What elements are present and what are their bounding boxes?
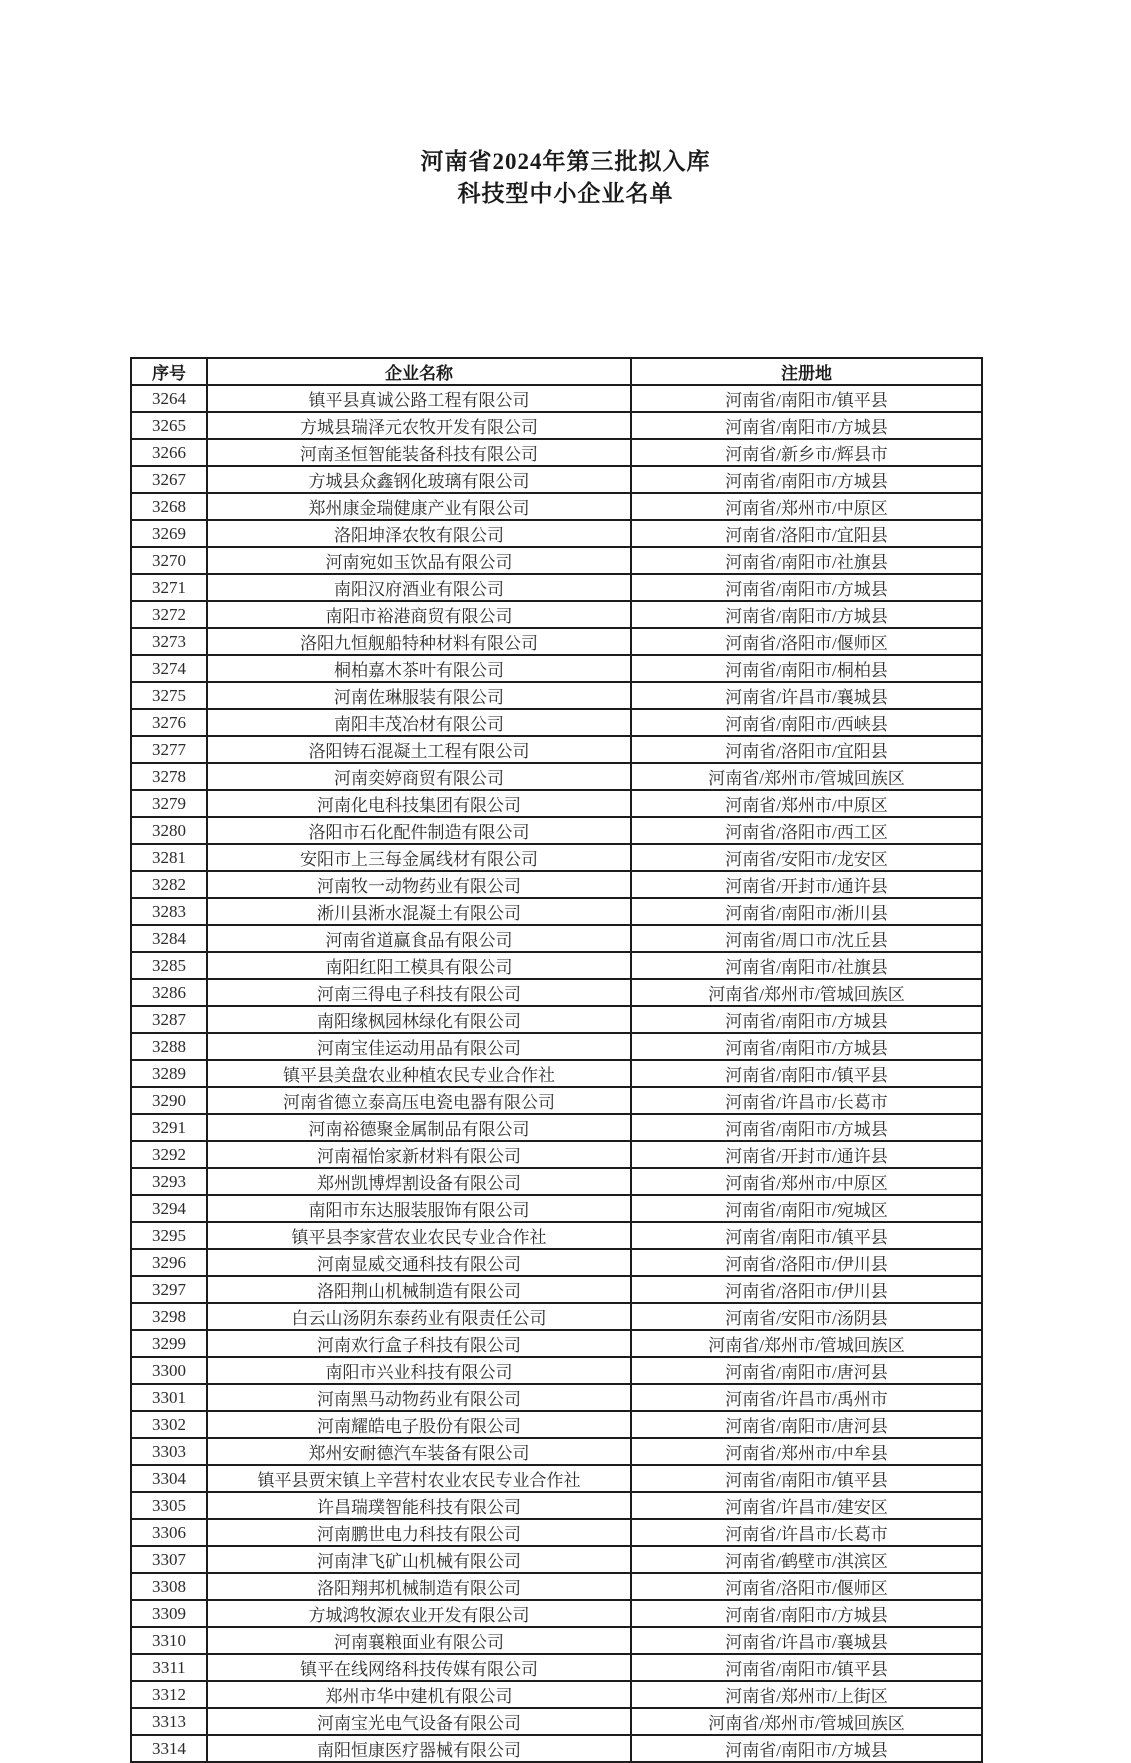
row-serial-number: 3277 — [131, 736, 207, 763]
row-registration-location: 河南省/许昌市/长葛市 — [631, 1087, 982, 1114]
row-company-name: 河南奕婷商贸有限公司 — [207, 763, 631, 790]
row-registration-location: 河南省/郑州市/中牟县 — [631, 1438, 982, 1465]
table-row — [131, 925, 982, 952]
row-company-name: 镇平县李家营农业农民专业合作社 — [207, 1222, 631, 1249]
table-row — [131, 466, 982, 493]
row-serial-number: 3265 — [131, 412, 207, 439]
table-row — [131, 1303, 982, 1330]
row-serial-number: 3295 — [131, 1222, 207, 1249]
row-serial-number: 3273 — [131, 628, 207, 655]
table-row — [131, 1195, 982, 1222]
row-company-name: 南阳汉府酒业有限公司 — [207, 574, 631, 601]
row-registration-location: 河南省/南阳市/唐河县 — [631, 1357, 982, 1384]
row-serial-number: 3278 — [131, 763, 207, 790]
row-serial-number: 3266 — [131, 439, 207, 466]
row-company-name: 河南裕德聚金属制品有限公司 — [207, 1114, 631, 1141]
row-serial-number: 3267 — [131, 466, 207, 493]
row-registration-location: 河南省/郑州市/管城回族区 — [631, 1330, 982, 1357]
table-row — [131, 1654, 982, 1681]
table-row — [131, 439, 982, 466]
table-row — [131, 817, 982, 844]
row-registration-location: 河南省/南阳市/方城县 — [631, 466, 982, 493]
row-registration-location: 河南省/安阳市/龙安区 — [631, 844, 982, 871]
table-row — [131, 1141, 982, 1168]
row-serial-number: 3304 — [131, 1465, 207, 1492]
row-company-name: 南阳市东达服装服饰有限公司 — [207, 1195, 631, 1222]
row-serial-number: 3306 — [131, 1519, 207, 1546]
table-row — [131, 547, 982, 574]
row-serial-number: 3309 — [131, 1600, 207, 1627]
row-company-name: 洛阳翔邦机械制造有限公司 — [207, 1573, 631, 1600]
row-registration-location: 河南省/南阳市/方城县 — [631, 1006, 982, 1033]
row-serial-number: 3268 — [131, 493, 207, 520]
row-registration-location: 河南省/郑州市/管城回族区 — [631, 979, 982, 1006]
row-company-name: 河南耀皓电子股份有限公司 — [207, 1411, 631, 1438]
row-company-name: 郑州康金瑞健康产业有限公司 — [207, 493, 631, 520]
row-company-name: 河南宝光电气设备有限公司 — [207, 1708, 631, 1735]
row-registration-location: 河南省/南阳市/镇平县 — [631, 385, 982, 412]
row-company-name: 河南圣恒智能装备科技有限公司 — [207, 439, 631, 466]
row-registration-location: 河南省/周口市/沈丘县 — [631, 925, 982, 952]
company-table-container — [130, 357, 981, 1763]
table-body — [131, 385, 982, 1762]
row-serial-number: 3275 — [131, 682, 207, 709]
row-company-name: 南阳缘枫园林绿化有限公司 — [207, 1006, 631, 1033]
row-company-name: 方城县瑞泽元农牧开发有限公司 — [207, 412, 631, 439]
table-row — [131, 1033, 982, 1060]
row-serial-number: 3282 — [131, 871, 207, 898]
row-serial-number: 3276 — [131, 709, 207, 736]
row-registration-location: 河南省/南阳市/方城县 — [631, 601, 982, 628]
row-registration-location: 河南省/开封市/通许县 — [631, 1141, 982, 1168]
row-company-name: 淅川县淅水混凝土有限公司 — [207, 898, 631, 925]
row-registration-location: 河南省/南阳市/唐河县 — [631, 1411, 982, 1438]
row-company-name: 河南黑马动物药业有限公司 — [207, 1384, 631, 1411]
row-company-name: 许昌瑞璞智能科技有限公司 — [207, 1492, 631, 1519]
document-title — [0, 146, 1131, 210]
row-serial-number: 3288 — [131, 1033, 207, 1060]
row-serial-number: 3287 — [131, 1006, 207, 1033]
row-company-name: 南阳市裕港商贸有限公司 — [207, 601, 631, 628]
row-registration-location: 河南省/许昌市/襄城县 — [631, 682, 982, 709]
row-registration-location: 河南省/开封市/通许县 — [631, 871, 982, 898]
row-registration-location: 河南省/南阳市/社旗县 — [631, 952, 982, 979]
row-registration-location: 河南省/郑州市/管城回族区 — [631, 763, 982, 790]
table-row — [131, 952, 982, 979]
row-serial-number: 3291 — [131, 1114, 207, 1141]
row-registration-location: 河南省/南阳市/西峡县 — [631, 709, 982, 736]
row-company-name: 河南鹏世电力科技有限公司 — [207, 1519, 631, 1546]
row-serial-number: 3302 — [131, 1411, 207, 1438]
row-serial-number: 3299 — [131, 1330, 207, 1357]
row-company-name: 河南欢行盒子科技有限公司 — [207, 1330, 631, 1357]
table-row — [131, 979, 982, 1006]
row-serial-number: 3274 — [131, 655, 207, 682]
row-registration-location: 河南省/南阳市/方城县 — [631, 574, 982, 601]
row-serial-number: 3298 — [131, 1303, 207, 1330]
row-serial-number: 3284 — [131, 925, 207, 952]
row-company-name: 郑州市华中建机有限公司 — [207, 1681, 631, 1708]
row-company-name: 河南佐琳服装有限公司 — [207, 682, 631, 709]
row-registration-location: 河南省/洛阳市/伊川县 — [631, 1276, 982, 1303]
row-serial-number: 3279 — [131, 790, 207, 817]
row-registration-location: 河南省/鹤壁市/淇滨区 — [631, 1546, 982, 1573]
row-serial-number: 3293 — [131, 1168, 207, 1195]
row-registration-location: 河南省/南阳市/宛城区 — [631, 1195, 982, 1222]
table-row — [131, 1438, 982, 1465]
row-company-name: 白云山汤阴东泰药业有限责任公司 — [207, 1303, 631, 1330]
table-row — [131, 1492, 982, 1519]
table-row — [131, 1222, 982, 1249]
table-row — [131, 1465, 982, 1492]
row-company-name: 南阳市兴业科技有限公司 — [207, 1357, 631, 1384]
table-row — [131, 1411, 982, 1438]
row-serial-number: 3294 — [131, 1195, 207, 1222]
row-company-name: 洛阳坤泽农牧有限公司 — [207, 520, 631, 547]
row-serial-number: 3264 — [131, 385, 207, 412]
column-header-company-name: 企业名称 — [207, 358, 631, 385]
row-serial-number: 3269 — [131, 520, 207, 547]
row-serial-number: 3311 — [131, 1654, 207, 1681]
row-company-name: 镇平县美盘农业种植农民专业合作社 — [207, 1060, 631, 1087]
table-row — [131, 628, 982, 655]
table-row — [131, 1384, 982, 1411]
row-serial-number: 3281 — [131, 844, 207, 871]
table-row — [131, 1681, 982, 1708]
row-serial-number: 3312 — [131, 1681, 207, 1708]
table-row — [131, 1087, 982, 1114]
row-company-name: 方城县众鑫钢化玻璃有限公司 — [207, 466, 631, 493]
table-row — [131, 1708, 982, 1735]
row-company-name: 河南宝佳运动用品有限公司 — [207, 1033, 631, 1060]
row-serial-number: 3285 — [131, 952, 207, 979]
row-registration-location: 河南省/郑州市/中原区 — [631, 1168, 982, 1195]
table-row — [131, 682, 982, 709]
row-serial-number: 3272 — [131, 601, 207, 628]
column-header-serial-number: 序号 — [131, 358, 207, 385]
row-registration-location: 河南省/南阳市/桐柏县 — [631, 655, 982, 682]
row-company-name: 桐柏嘉木茶叶有限公司 — [207, 655, 631, 682]
row-company-name: 河南显威交通科技有限公司 — [207, 1249, 631, 1276]
row-serial-number: 3290 — [131, 1087, 207, 1114]
table-row — [131, 790, 982, 817]
row-company-name: 郑州凯博焊割设备有限公司 — [207, 1168, 631, 1195]
row-company-name: 安阳市上三每金属线材有限公司 — [207, 844, 631, 871]
table-row — [131, 1519, 982, 1546]
row-company-name: 洛阳铸石混凝土工程有限公司 — [207, 736, 631, 763]
document-title-line1: 河南省2024年第三批拟入库 — [420, 149, 711, 174]
table-row — [131, 1600, 982, 1627]
row-company-name: 南阳恒康医疗器械有限公司 — [207, 1735, 631, 1762]
row-serial-number: 3297 — [131, 1276, 207, 1303]
row-company-name: 河南津飞矿山机械有限公司 — [207, 1546, 631, 1573]
table-row — [131, 898, 982, 925]
row-registration-location: 河南省/洛阳市/宜阳县 — [631, 520, 982, 547]
table-row — [131, 412, 982, 439]
row-registration-location: 河南省/南阳市/方城县 — [631, 1114, 982, 1141]
row-serial-number: 3289 — [131, 1060, 207, 1087]
row-serial-number: 3314 — [131, 1735, 207, 1762]
row-serial-number: 3313 — [131, 1708, 207, 1735]
row-registration-location: 河南省/南阳市/镇平县 — [631, 1060, 982, 1087]
table-row — [131, 601, 982, 628]
row-registration-location: 河南省/郑州市/上街区 — [631, 1681, 982, 1708]
row-company-name: 洛阳荆山机械制造有限公司 — [207, 1276, 631, 1303]
row-registration-location: 河南省/洛阳市/伊川县 — [631, 1249, 982, 1276]
table-row — [131, 493, 982, 520]
row-company-name: 洛阳市石化配件制造有限公司 — [207, 817, 631, 844]
row-serial-number: 3303 — [131, 1438, 207, 1465]
row-company-name: 河南福怡家新材料有限公司 — [207, 1141, 631, 1168]
row-company-name: 河南宛如玉饮品有限公司 — [207, 547, 631, 574]
row-company-name: 郑州安耐德汽车装备有限公司 — [207, 1438, 631, 1465]
row-registration-location: 河南省/南阳市/方城县 — [631, 1600, 982, 1627]
row-registration-location: 河南省/郑州市/管城回族区 — [631, 1708, 982, 1735]
table-row — [131, 1735, 982, 1762]
row-registration-location: 河南省/洛阳市/西工区 — [631, 817, 982, 844]
row-serial-number: 3307 — [131, 1546, 207, 1573]
row-company-name: 河南襄粮面业有限公司 — [207, 1627, 631, 1654]
row-company-name: 南阳红阳工模具有限公司 — [207, 952, 631, 979]
table-row — [131, 844, 982, 871]
row-company-name: 方城鸿牧源农业开发有限公司 — [207, 1600, 631, 1627]
table-row — [131, 1357, 982, 1384]
row-serial-number: 3270 — [131, 547, 207, 574]
table-row — [131, 736, 982, 763]
row-registration-location: 河南省/南阳市/镇平县 — [631, 1654, 982, 1681]
table-row — [131, 574, 982, 601]
row-company-name: 镇平县贾宋镇上辛营村农业农民专业合作社 — [207, 1465, 631, 1492]
row-registration-location: 河南省/安阳市/汤阴县 — [631, 1303, 982, 1330]
row-serial-number: 3308 — [131, 1573, 207, 1600]
row-registration-location: 河南省/南阳市/方城县 — [631, 412, 982, 439]
column-header-registration-location: 注册地 — [631, 358, 982, 385]
row-registration-location: 河南省/郑州市/中原区 — [631, 790, 982, 817]
table-row — [131, 1006, 982, 1033]
table-row — [131, 709, 982, 736]
document-page — [0, 146, 1131, 1760]
row-registration-location: 河南省/许昌市/建安区 — [631, 1492, 982, 1519]
row-registration-location: 河南省/郑州市/中原区 — [631, 493, 982, 520]
row-serial-number: 3292 — [131, 1141, 207, 1168]
company-table — [130, 357, 983, 1763]
table-row — [131, 871, 982, 898]
row-company-name: 南阳丰茂冶材有限公司 — [207, 709, 631, 736]
row-company-name: 镇平县真诚公路工程有限公司 — [207, 385, 631, 412]
row-registration-location: 河南省/南阳市/方城县 — [631, 1033, 982, 1060]
table-row — [131, 385, 982, 412]
table-row — [131, 520, 982, 547]
row-registration-location: 河南省/许昌市/禹州市 — [631, 1384, 982, 1411]
row-serial-number: 3286 — [131, 979, 207, 1006]
row-registration-location: 河南省/洛阳市/偃师区 — [631, 1573, 982, 1600]
row-registration-location: 河南省/许昌市/襄城县 — [631, 1627, 982, 1654]
row-company-name: 洛阳九恒舰船特种材料有限公司 — [207, 628, 631, 655]
row-company-name: 河南省道赢食品有限公司 — [207, 925, 631, 952]
table-row — [131, 655, 982, 682]
table-row — [131, 1573, 982, 1600]
row-company-name: 河南牧一动物药业有限公司 — [207, 871, 631, 898]
row-company-name: 河南省德立泰高压电瓷电器有限公司 — [207, 1087, 631, 1114]
row-serial-number: 3283 — [131, 898, 207, 925]
row-serial-number: 3296 — [131, 1249, 207, 1276]
row-serial-number: 3305 — [131, 1492, 207, 1519]
row-serial-number: 3300 — [131, 1357, 207, 1384]
table-header — [131, 358, 982, 385]
table-row — [131, 1249, 982, 1276]
row-company-name: 河南三得电子科技有限公司 — [207, 979, 631, 1006]
table-row — [131, 1330, 982, 1357]
row-registration-location: 河南省/许昌市/长葛市 — [631, 1519, 982, 1546]
table-row — [131, 1060, 982, 1087]
row-serial-number: 3280 — [131, 817, 207, 844]
row-registration-location: 河南省/南阳市/方城县 — [631, 1735, 982, 1762]
row-registration-location: 河南省/南阳市/镇平县 — [631, 1465, 982, 1492]
table-header-row — [131, 358, 982, 385]
row-registration-location: 河南省/南阳市/镇平县 — [631, 1222, 982, 1249]
row-serial-number: 3301 — [131, 1384, 207, 1411]
table-row — [131, 1114, 982, 1141]
table-row — [131, 763, 982, 790]
row-company-name: 镇平在线网络科技传媒有限公司 — [207, 1654, 631, 1681]
row-registration-location: 河南省/南阳市/淅川县 — [631, 898, 982, 925]
row-registration-location: 河南省/洛阳市/宜阳县 — [631, 736, 982, 763]
row-company-name: 河南化电科技集团有限公司 — [207, 790, 631, 817]
table-row — [131, 1276, 982, 1303]
row-serial-number: 3310 — [131, 1627, 207, 1654]
table-row — [131, 1168, 982, 1195]
row-registration-location: 河南省/新乡市/辉县市 — [631, 439, 982, 466]
row-registration-location: 河南省/南阳市/社旗县 — [631, 547, 982, 574]
table-row — [131, 1546, 982, 1573]
row-serial-number: 3271 — [131, 574, 207, 601]
row-registration-location: 河南省/洛阳市/偃师区 — [631, 628, 982, 655]
document-title-line2: 科技型中小企业名单 — [457, 181, 674, 206]
table-row — [131, 1627, 982, 1654]
